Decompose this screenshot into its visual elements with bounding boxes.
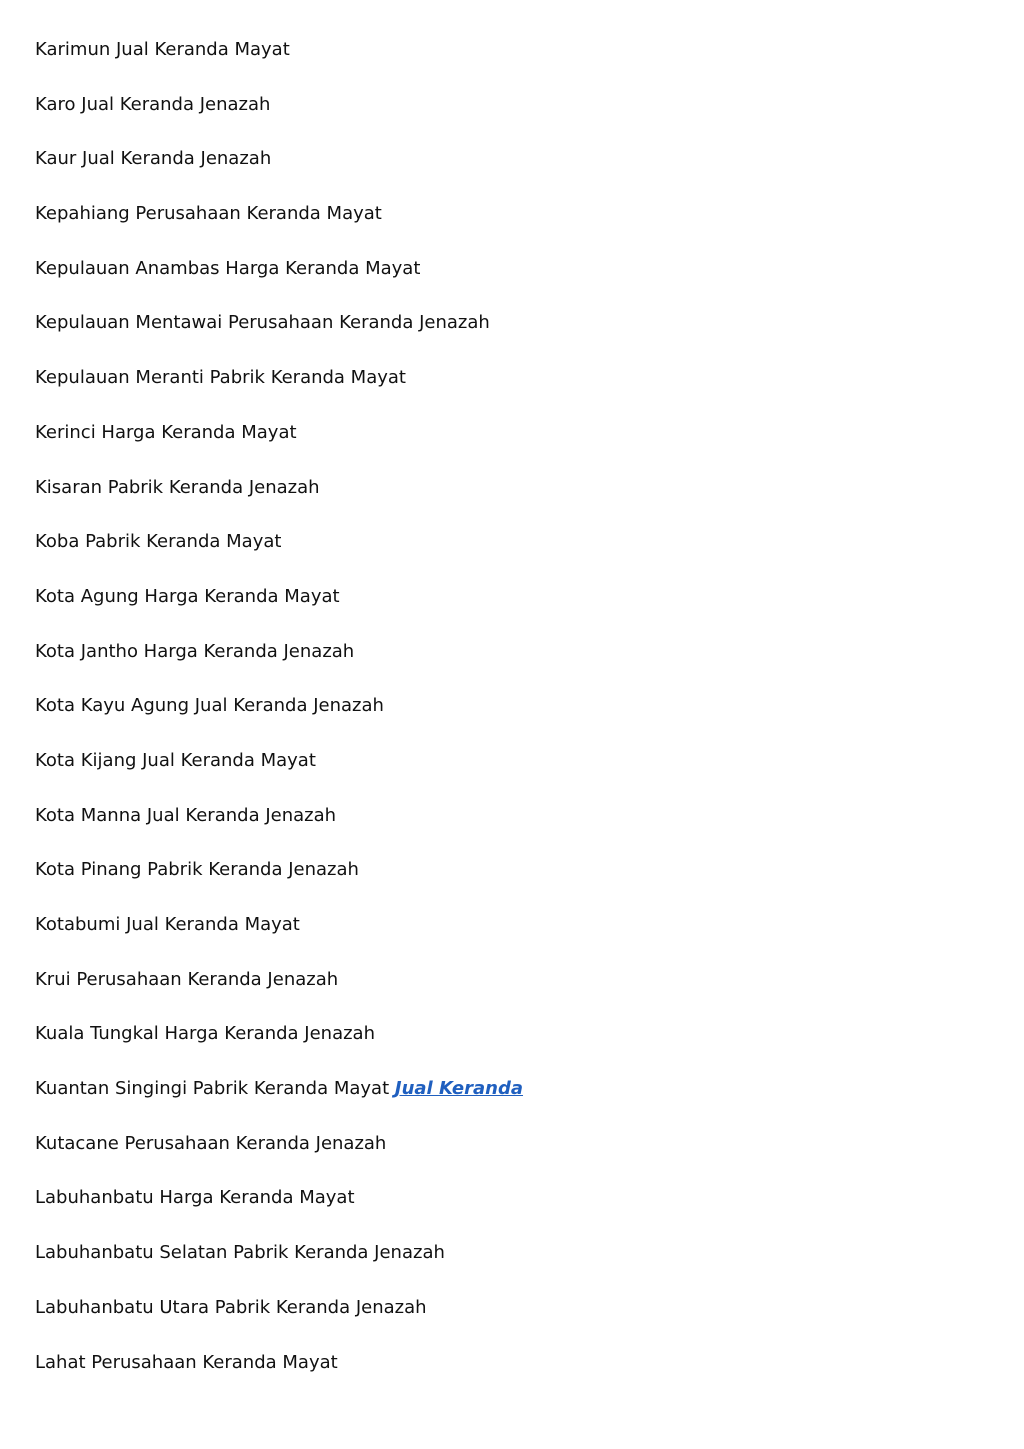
document-page bbox=[35, 36, 995, 1403]
list-item bbox=[35, 200, 995, 255]
list-item-text: Kerinci Harga Keranda Mayat bbox=[35, 421, 297, 443]
list-item-text: Kepulauan Mentawai Perusahaan Keranda Jenazah bbox=[35, 312, 490, 334]
list-item-text: Labuhanbatu Harga Keranda Mayat bbox=[35, 1187, 355, 1209]
list-item-text: Kota Kayu Agung Jual Keranda Jenazah bbox=[35, 695, 384, 717]
list-item bbox=[35, 309, 995, 364]
jual-keranda-link[interactable]: Jual Keranda bbox=[394, 1078, 524, 1100]
list-item-text: Labuhanbatu Utara Pabrik Keranda Jenazah bbox=[35, 1296, 427, 1318]
list-item-text: Kuantan Singingi Pabrik Keranda Mayat bbox=[35, 1078, 390, 1100]
list-item-text: Koba Pabrik Keranda Mayat bbox=[35, 531, 282, 553]
list-item-text: Kota Agung Harga Keranda Mayat bbox=[35, 585, 340, 607]
list-item bbox=[35, 747, 995, 802]
list-item-text: Kuala Tungkal Harga Keranda Jenazah bbox=[35, 1023, 375, 1045]
list-item-text: Kepulauan Meranti Pabrik Keranda Mayat bbox=[35, 367, 406, 389]
list-item bbox=[35, 1184, 995, 1239]
list-item-text: Krui Perusahaan Keranda Jenazah bbox=[35, 968, 339, 990]
list-item bbox=[35, 1075, 995, 1130]
list-item-text: Kutacane Perusahaan Keranda Jenazah bbox=[35, 1132, 387, 1154]
list-item bbox=[35, 528, 995, 583]
list-item bbox=[35, 692, 995, 747]
list-item-text: Kisaran Pabrik Keranda Jenazah bbox=[35, 476, 320, 498]
list-item bbox=[35, 856, 995, 911]
list-item-text: Kota Kijang Jual Keranda Mayat bbox=[35, 749, 316, 771]
list-item-text: Lahat Perusahaan Keranda Mayat bbox=[35, 1351, 338, 1373]
list-item bbox=[35, 911, 995, 966]
list-item bbox=[35, 91, 995, 146]
list-item-text: Karimun Jual Keranda Mayat bbox=[35, 39, 290, 60]
list-item-text: Kaur Jual Keranda Jenazah bbox=[35, 148, 272, 170]
list-item bbox=[35, 583, 995, 638]
list-item bbox=[35, 255, 995, 310]
list-item-text: Kota Jantho Harga Keranda Jenazah bbox=[35, 640, 355, 662]
list-item bbox=[35, 474, 995, 529]
list-item-text: Kota Manna Jual Keranda Jenazah bbox=[35, 804, 337, 826]
list-item-text: Labuhanbatu Selatan Pabrik Keranda Jenazah bbox=[35, 1242, 445, 1264]
list-item bbox=[35, 1349, 995, 1404]
list-item bbox=[35, 419, 995, 474]
list-item-text: Kota Pinang Pabrik Keranda Jenazah bbox=[35, 859, 359, 881]
list-item bbox=[35, 802, 995, 857]
list-item bbox=[35, 638, 995, 693]
list-item bbox=[35, 1239, 995, 1294]
list-item bbox=[35, 36, 995, 91]
list-item bbox=[35, 1130, 995, 1185]
list-item bbox=[35, 145, 995, 200]
list-item bbox=[35, 1020, 995, 1075]
list-item bbox=[35, 364, 995, 419]
list-item-text: Kepulauan Anambas Harga Keranda Mayat bbox=[35, 257, 421, 279]
list-item-text: Karo Jual Keranda Jenazah bbox=[35, 93, 271, 115]
list-item-text: Kepahiang Perusahaan Keranda Mayat bbox=[35, 203, 382, 225]
list-item bbox=[35, 966, 995, 1021]
list-item-text: Kotabumi Jual Keranda Mayat bbox=[35, 914, 300, 935]
list-item bbox=[35, 1294, 995, 1349]
